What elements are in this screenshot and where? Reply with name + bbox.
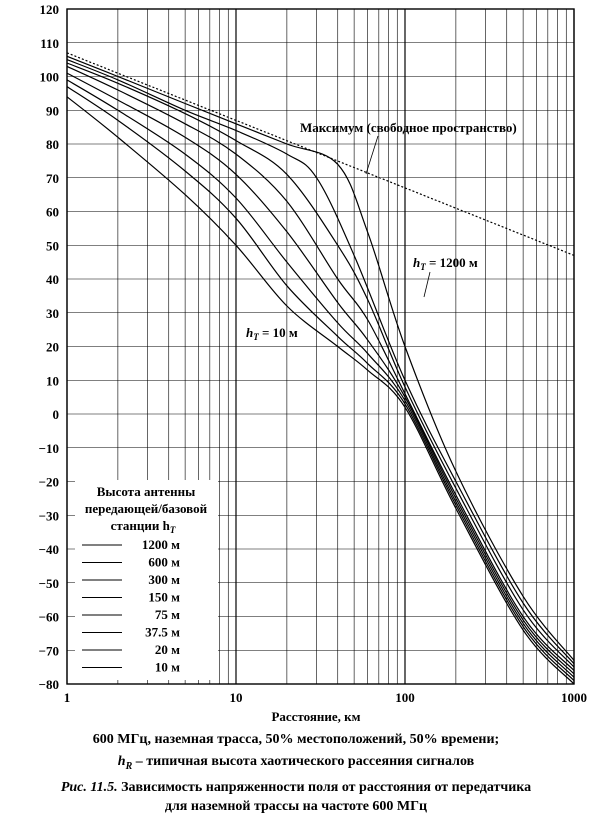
- y-tick-label: 10: [46, 373, 59, 389]
- legend-label: 300 м: [148, 572, 180, 587]
- y-tick-label: 70: [46, 170, 59, 186]
- y-tick-label: 90: [46, 103, 59, 119]
- caption-line-2: [0, 754, 592, 772]
- legend-label: 20 м: [154, 642, 180, 657]
- x-axis-ticks: [64, 690, 587, 705]
- y-tick-label: 20: [46, 339, 59, 355]
- legend-title-line-2: передающей/базовой: [84, 501, 208, 516]
- legend-label: 10 м: [154, 659, 180, 675]
- y-tick-label: −20: [38, 474, 59, 490]
- y-tick-label: −60: [38, 609, 59, 625]
- y-tick-label: 110: [40, 35, 59, 51]
- figure-label: Рис. 11.5.: [60, 780, 118, 795]
- figure-caption: [0, 780, 592, 796]
- y-tick-label: −40: [38, 542, 59, 557]
- y-tick-label: 80: [46, 137, 59, 152]
- caption-line-1: 600 МГц, наземная трасса, 50% местоположений, 50% времени;: [92, 732, 500, 747]
- annotation-1200-leader: [424, 272, 430, 297]
- free-space-max-line: [67, 53, 574, 256]
- x-tick-label: 10: [229, 690, 243, 705]
- y-tick-label: 0: [52, 407, 59, 422]
- y-tick-label: −80: [38, 677, 59, 692]
- annotation-10: $h_T = 10$ м: [246, 325, 298, 342]
- legend-label: 37.5 м: [145, 624, 180, 640]
- y-tick-label: 100: [39, 69, 59, 85]
- caption-line-2-text: – типичная высота хаотического рассеяния сигналов: [132, 754, 475, 769]
- y-tick-label: 40: [46, 272, 59, 287]
- caption-h-symbol: h: [117, 754, 126, 769]
- x-tick-label: 1: [63, 690, 71, 705]
- legend-label: 150 м: [148, 589, 180, 605]
- y-tick-label: 30: [46, 305, 59, 321]
- y-tick-label: −30: [38, 508, 59, 524]
- y-tick-label: 60: [46, 204, 59, 220]
- max-annotation: Максимум (свободное пространство): [300, 120, 517, 135]
- figure-title-2: для наземной трассы на частоте 600 МГц: [164, 799, 428, 814]
- y-tick-label: 120: [39, 2, 59, 17]
- x-tick-label: 1000: [561, 690, 587, 705]
- legend-title-line-3: станции $h_T$: [110, 518, 176, 535]
- y-tick-label: 50: [46, 238, 59, 254]
- legend-label: 75 м: [154, 607, 180, 622]
- y-axis-ticks: [39, 2, 59, 692]
- y-tick-label: −10: [38, 440, 59, 456]
- annotation-1200: $h_T = 1200$ м: [413, 255, 478, 272]
- caption-h-sub: R: [125, 760, 133, 772]
- legend-label: 600 м: [148, 554, 180, 570]
- y-tick-label: −70: [38, 643, 59, 659]
- legend-label: 1200 м: [141, 537, 180, 552]
- y-tick-label: −50: [38, 575, 59, 591]
- x-axis-label: Расстояние, км: [271, 709, 361, 724]
- x-tick-label: 100: [395, 690, 415, 705]
- legend-title-line-1: Высота антенны: [96, 484, 196, 499]
- figure-title-1: Зависимость напряженности поля от расстояния от передатчика: [117, 780, 532, 795]
